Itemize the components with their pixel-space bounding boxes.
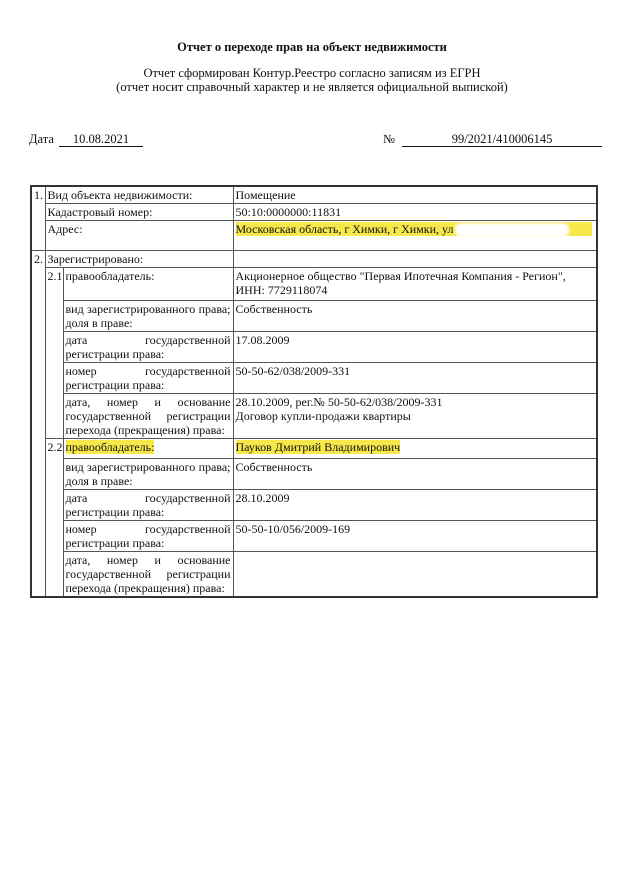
section-number: 2. <box>31 251 45 598</box>
table-row <box>31 459 597 490</box>
table-row <box>31 332 597 363</box>
report-subtitle-line2: (отчет носит справочный характер и не является официальной выпиской) <box>116 80 508 94</box>
row-value: Пауков Дмитрий Владимирович <box>235 440 401 454</box>
row-value <box>233 552 597 598</box>
table-row <box>31 363 597 394</box>
holder-number: 2.2 <box>45 439 63 598</box>
row-value <box>233 251 597 268</box>
row-value: Собственность <box>233 301 597 332</box>
row-label: правообладатель: <box>65 440 155 454</box>
date-block <box>29 132 143 147</box>
row-label: дата, номер и основание государственной регистрации перехода (прекращения) права: <box>63 394 233 439</box>
holder-label-cell <box>63 439 233 459</box>
row-label: вид зарегистрированного права; доля в праве: <box>63 301 233 332</box>
table-row <box>31 251 597 268</box>
rights-table <box>30 185 598 598</box>
number-value: 99/2021/410006145 <box>402 132 602 147</box>
redaction-mark <box>457 225 567 235</box>
row-label: дата государственной регистрации права: <box>63 490 233 521</box>
basis-value-line2: Договор купли-продажи квартиры <box>235 409 411 423</box>
holder-number: 2.1 <box>45 268 63 439</box>
row-label: дата, номер и основание государственной регистрации перехода (прекращения) права: <box>63 552 233 598</box>
row-value: Акционерное общество "Первая Ипотечная Компания - Регион", ИНН: 7729118074 <box>233 268 597 301</box>
row-label: Зарегистрировано: <box>45 251 233 268</box>
number-label: № <box>383 132 395 146</box>
address-value: Московская область, г Химки, г Химки, ул <box>235 222 454 236</box>
row-value: 50-50-62/038/2009-331 <box>233 363 597 394</box>
row-value: 50:10:0000000:11831 <box>233 204 597 221</box>
row-value: 28.10.2009 <box>233 490 597 521</box>
table-row <box>31 301 597 332</box>
row-label: правообладатель: <box>63 268 233 301</box>
table-row <box>31 521 597 552</box>
row-label: вид зарегистрированного права; доля в праве: <box>63 459 233 490</box>
row-value: 17.08.2009 <box>233 332 597 363</box>
holder-value-cell <box>233 439 597 459</box>
basis-value-line1: 28.10.2009, рег.№ 50-50-62/038/2009-331 <box>235 395 443 409</box>
row-label: Адрес: <box>45 221 233 251</box>
row-label: номер государственной регистрации права: <box>63 521 233 552</box>
row-value: Помещение <box>233 186 597 204</box>
report-subtitle-line1: Отчет сформирован Контур.Реестро согласно записям из ЕГРН <box>143 66 481 80</box>
number-block <box>383 132 602 147</box>
row-value: Собственность <box>233 459 597 490</box>
address-cell <box>233 221 597 251</box>
table-row <box>31 186 597 204</box>
table-row <box>31 221 597 251</box>
section-number: 1. <box>31 186 45 251</box>
row-label: номер государственной регистрации права: <box>63 363 233 394</box>
table-row <box>31 490 597 521</box>
address-highlight <box>236 222 592 236</box>
table-row <box>31 204 597 221</box>
table-row <box>31 552 597 598</box>
date-value: 10.08.2021 <box>59 132 143 147</box>
row-label: Вид объекта недвижимости: <box>45 186 233 204</box>
row-label: дата государственной регистрации права: <box>63 332 233 363</box>
table-row <box>31 268 597 301</box>
row-value: 50-50-10/056/2009-169 <box>233 521 597 552</box>
row-value <box>233 394 597 439</box>
row-label: Кадастровый номер: <box>45 204 233 221</box>
table-row <box>31 394 597 439</box>
date-label: Дата <box>29 132 54 146</box>
table-row <box>31 439 597 459</box>
report-title: Отчет о переходе прав на объект недвижимости <box>177 40 447 54</box>
